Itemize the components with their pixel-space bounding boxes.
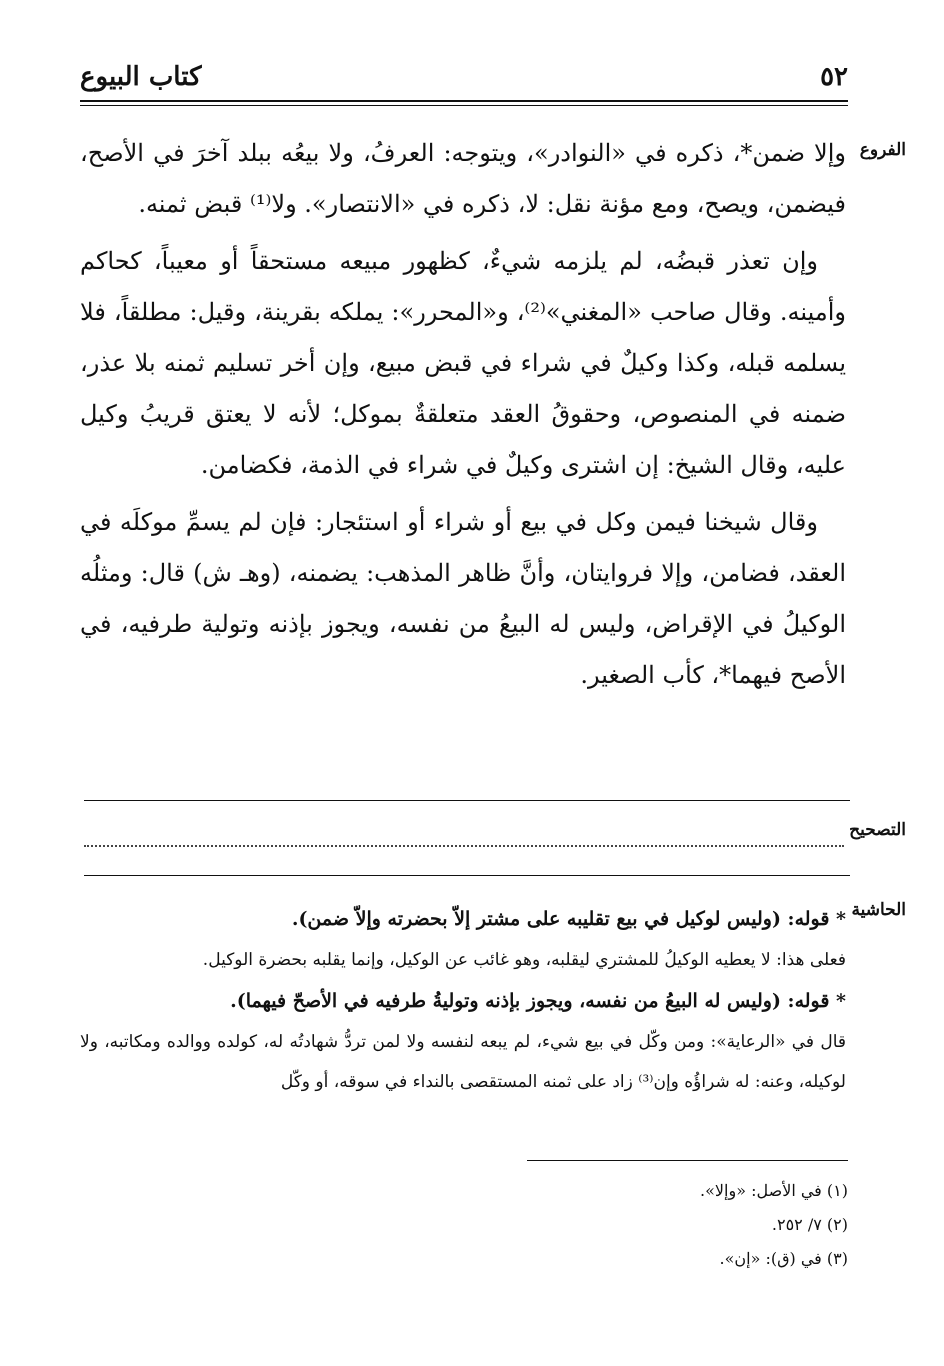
hashiya-section	[80, 898, 846, 1102]
running-title: كتاب البيوع	[80, 62, 202, 92]
main-paragraph-1: وإلا ضمن*، ذكره في «النوادر»، ويتوجه: العرفُ، ولا بيعُه ببلد آخرَ في الأصح، فيضمن، ويصح، ومع مؤنة نقل: لا، ذكره في «الانتصار». ولا⁽¹⁾ قبض ثمنه.	[80, 139, 846, 218]
footnotes	[420, 1174, 848, 1276]
page-header	[80, 58, 848, 102]
main-paragraph-3: وقال شيخنا فيمن وكل في بيع أو شراء أو استئجار: فإن لم يسمِّ موكلَه في العقد، فضامن، وإلا فروايتان، وأنَّ ظاهر المذهب: يضمنه، (وهـ ش) قال: ومثلُه الوكيلُ في الإقراض، وليس له البيعُ من نفسه، ويجوز بإذنه وتولية طرفيه، في الأصح فيهما*، كأب الصغير.	[80, 508, 846, 689]
label-tashih: التصحيح	[849, 820, 906, 840]
main-text	[80, 128, 846, 707]
hashiya-text-1: فعلى هذا: لا يعطيه الوكيلُ للمشتري ليقلبه، وهو غائب عن الوكيل، وإنما يقلبه بحضرة الوكيل.	[202, 950, 846, 970]
header-rule-thin	[80, 105, 848, 106]
tashih-top-divider	[84, 800, 850, 801]
hashiya-text-2: قال في «الرعاية»: ومن وكّل في بيع شيء، لم يبعه لنفسه ولا لمن تردُّ شهادتُه له، كولده ووالده ومكاتبه، ولا لوكيله، وعنه: له شراؤُه وإن⁽³⁾ زاد على ثمنه المستقصى بالنداء في سوقه، أو وكّل	[80, 1032, 846, 1092]
tashih-dotted-line	[84, 825, 844, 847]
hashiya-quote-2: * قوله: (وليس له البيعُ من نفسه، ويجوز بإذنه وتوليةُ طرفيه في الأصحّ فيهما).	[230, 990, 846, 1012]
hashiya-quote-1: * قوله: (وليس لوكيل في بيع تقليبه على مشتر إلاّ بحضرته وإلاّ ضمن).	[291, 908, 846, 930]
label-furu: الفروع	[859, 140, 906, 160]
main-paragraph-2: وإن تعذر قبضُه، لم يلزمه شيءٌ، كظهور مبيعه مستحقاً أو معيباً، كحاكم وأمينه. وقال صاحب «المغني»⁽²⁾، و«المحرر»: يملكه بقرينة، وقيل: مطلقاً، فلا يسلمه قبله، وكذا وكيلٌ في شراء في قبض مبيع، وإن أخر تسليم ثمنه بلا عذر، ضمنه في المنصوص، وحقوقُ العقد متعلقةٌ بموكل؛ لأنه لا يعتق قريبُ وكيل عليه، وقال الشيخ: إن اشترى وكيلٌ في شراء في الذمة، فكضامن.	[80, 247, 847, 479]
footnote-rule	[527, 1160, 848, 1161]
page-number: ٥٢	[820, 62, 848, 92]
footnote-2: (٢) ٧/ ٢٥٢.	[771, 1215, 848, 1234]
footnote-1: (١) في الأصل: «وإلا».	[700, 1181, 848, 1200]
header-rule-thick	[80, 100, 848, 102]
footnote-3: (٣) في (ق): «إن».	[719, 1249, 848, 1268]
tashih-bottom-divider	[84, 875, 850, 876]
label-hashiya: الحاشية	[851, 900, 906, 920]
